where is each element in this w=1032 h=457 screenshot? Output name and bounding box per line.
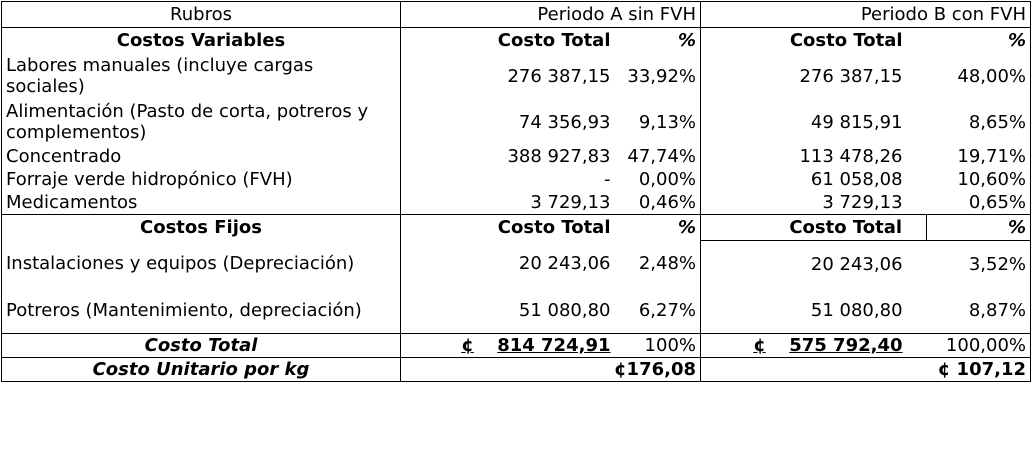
row-label: Medicamentos xyxy=(2,191,401,215)
table-row xyxy=(2,99,1031,145)
row-costo-b: 51 080,80 xyxy=(810,299,903,321)
table-row xyxy=(2,287,1031,334)
pct-header-a: % xyxy=(615,28,701,54)
row-pct-a: 6,27% xyxy=(615,287,701,334)
costo-total-header-b: Costo Total xyxy=(789,30,903,51)
row-costo-b: 20 243,06 xyxy=(810,253,903,275)
cost-table xyxy=(1,1,1031,382)
costo-unitario-a: ¢176,08 xyxy=(401,358,701,382)
row-pct-b: 19,71% xyxy=(927,145,1031,168)
table-row xyxy=(2,145,1031,168)
row-costo-b: 61 058,08 xyxy=(810,169,903,190)
costo-total-header-b: Costo Total xyxy=(701,215,927,241)
costo-total-label: Costo Total xyxy=(2,334,401,358)
row-label: Alimentación (Pasto de corta, potreros y complementos) xyxy=(2,99,401,145)
row-pct-a: 33,92% xyxy=(615,53,701,99)
table-row xyxy=(2,53,1031,99)
row-pct-b: 48,00% xyxy=(927,53,1031,99)
row-costo-b: 3 729,13 xyxy=(822,192,903,213)
header-periodo-b: Periodo B con FVH xyxy=(701,2,1031,28)
costo-unitario-row xyxy=(2,358,1031,382)
row-pct-a: 0,46% xyxy=(615,191,701,215)
row-costo-a: - xyxy=(604,169,611,190)
row-pct-a: 2,48% xyxy=(615,241,701,288)
costo-total-pct-a: 100% xyxy=(615,334,701,358)
row-pct-a: 9,13% xyxy=(615,99,701,145)
row-costo-a: 276 387,15 xyxy=(507,65,611,87)
costo-total-row xyxy=(2,334,1031,358)
row-costo-a: 20 243,06 xyxy=(518,253,611,275)
pct-header-b: % xyxy=(927,215,1031,241)
row-costo-b: 276 387,15 xyxy=(799,65,903,87)
row-costo-a: 74 356,93 xyxy=(518,111,611,133)
currency-symbol-a: ¢ xyxy=(461,335,474,356)
row-label: Potreros (Mantenimiento, depreciación) xyxy=(2,287,401,334)
row-label: Labores manuales (incluye cargas sociales) xyxy=(2,53,401,99)
header-row xyxy=(2,2,1031,28)
row-label: Instalaciones y equipos (Depreciación) xyxy=(2,241,401,288)
row-pct-b: 8,87% xyxy=(927,287,1031,334)
table-row xyxy=(2,168,1031,191)
costo-unitario-b: ¢ 107,12 xyxy=(701,358,1031,382)
row-costo-a: 51 080,80 xyxy=(518,299,611,321)
pct-header-a: % xyxy=(615,215,701,241)
row-pct-a: 47,74% xyxy=(615,145,701,168)
row-label: Concentrado xyxy=(2,145,401,168)
row-pct-a: 0,00% xyxy=(615,168,701,191)
costos-fijos-title: Costos Fijos xyxy=(2,215,401,241)
header-rubros: Rubros xyxy=(2,2,401,28)
row-pct-b: 8,65% xyxy=(927,99,1031,145)
row-costo-b: 49 815,91 xyxy=(810,111,903,133)
row-label: Forraje verde hidropónico (FVH) xyxy=(2,168,401,191)
costo-total-b xyxy=(701,334,927,358)
row-pct-b: 3,52% xyxy=(927,241,1031,288)
header-periodo-a: Periodo A sin FVH xyxy=(401,2,701,28)
costo-total-pct-b: 100,00% xyxy=(927,334,1031,358)
costos-variables-title: Costos Variables xyxy=(2,28,401,54)
costos-variables-header-row xyxy=(2,28,1031,54)
row-costo-a: 388 927,83 xyxy=(507,146,611,167)
costo-total-b-value: 575 792,40 xyxy=(789,335,903,356)
row-pct-b: 0,65% xyxy=(927,191,1031,215)
costo-total-header-a: Costo Total xyxy=(497,30,611,51)
row-costo-b: 113 478,26 xyxy=(799,146,903,167)
costos-fijos-header-row xyxy=(2,215,1031,241)
row-costo-a: 3 729,13 xyxy=(530,192,611,213)
costo-unitario-label: Costo Unitario por kg xyxy=(2,358,401,382)
pct-header-b: % xyxy=(927,28,1031,54)
table-row xyxy=(2,191,1031,215)
costo-total-a-value: 814 724,91 xyxy=(497,335,611,356)
currency-symbol-b: ¢ xyxy=(753,335,766,356)
row-pct-b: 10,60% xyxy=(927,168,1031,191)
costo-total-a xyxy=(401,334,615,358)
table-row xyxy=(2,241,1031,288)
costo-total-header-a: Costo Total xyxy=(401,215,615,241)
